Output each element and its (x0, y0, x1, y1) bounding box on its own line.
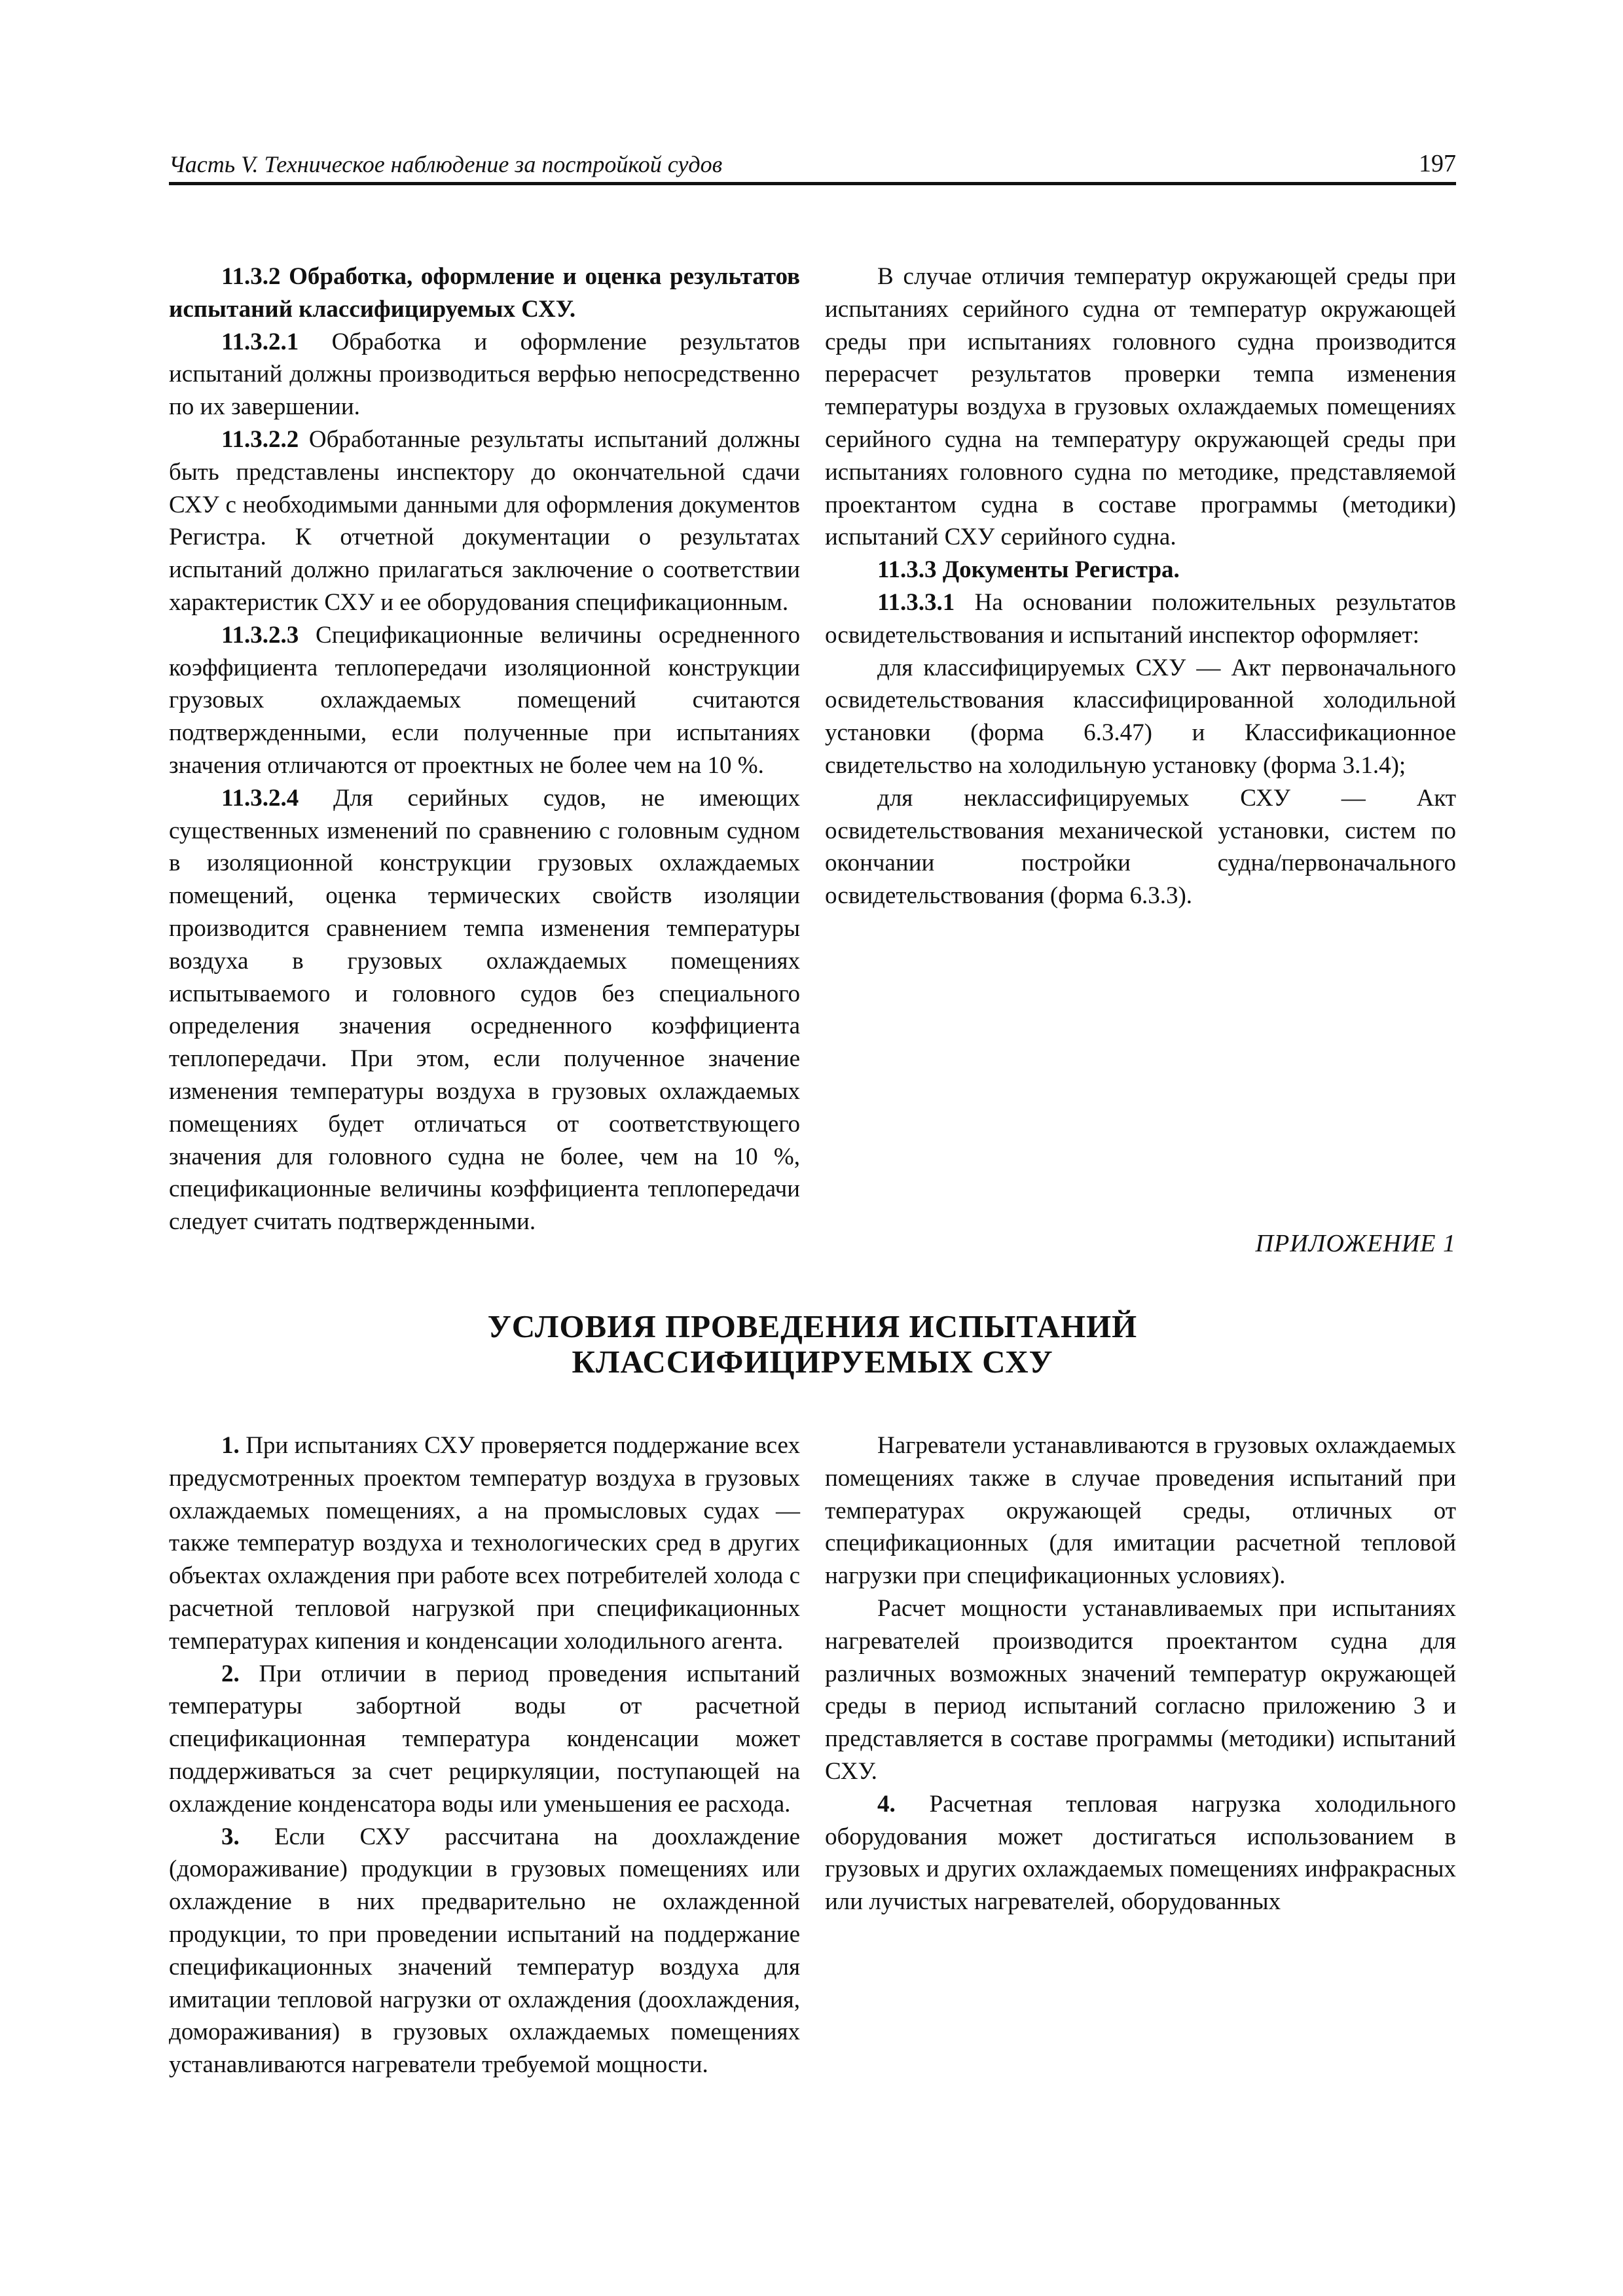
section-number: 11.3.2 (221, 263, 281, 290)
appendix-title (169, 1309, 1456, 1380)
paragraph-11-3-2-4 (169, 782, 800, 1238)
clause-text: Обработанные результаты испытаний должны быть представлены инспектору до окончательной сдачи СХУ с необходимыми данными для оформления документов Регистра. К отчетной документации о результатах испытаний должно прилагаться заключение о соответствии характеристик СХУ и ее оборудования спецификационным. (169, 425, 800, 616)
item-text: При испытаниях СХУ проверяется поддержание всех предусмотренных проектом температур воздуха в грузовых охлаждаемых помещениях, а на промысловых судах — также температур воздуха и технологических сред в других объектах охлаждения при работе всех потребителей холода с расчетной тепловой нагрузкой при спецификационных температурах кипения и конденсации холодильного агента. (169, 1432, 800, 1655)
appendix-paragraph-3b: Нагреватели устанавливаются в грузовых охлаждаемых помещениях также в случае проведения испытаний при температурах окружающей среды, отличных от спецификационных (для имитации расчетной тепловой нагрузки при спецификационных условиях). (825, 1432, 1456, 1590)
section-heading-11-3-3 (825, 554, 1456, 586)
lower-right-column (825, 1429, 1456, 1918)
paragraph-11-3-2-2 (169, 423, 800, 619)
appendix-paragraph-4 (825, 1788, 1456, 1918)
clause-text: Обработка и оформление результатов испытаний должны производиться верфью непосредственно по их завершении. (169, 328, 800, 421)
clause-number: 11.3.2.4 (221, 784, 299, 812)
list-item-unclassified: для неклассифицируемых СХУ — Акт освидетельствования механической установки, систем по окончании постройки судна/первоначального освидетельствования (форма 6.3.3). (825, 784, 1456, 910)
item-text: Расчетная тепловая нагрузка холодильного оборудования может достигаться использованием в грузовых и других охлаждаемых помещениях инфракрасных или лучистых нагревателей, оборудованных (825, 1790, 1457, 1916)
appendix-paragraph-1 (169, 1429, 800, 1658)
upper-right-column (825, 260, 1456, 912)
section-number: 11.3.3 (877, 556, 937, 584)
appendix-label: ПРИЛОЖЕНИЕ 1 (1255, 1230, 1456, 1257)
section-title: Документы Регистра. (942, 556, 1180, 584)
list-item-classified: для классифицируемых СХУ — Акт первоначального освидетельствования классифицированной холодильной установки (форма 6.3.47) и Классификационное свидетельство на холодильную установку (форма 3.1.4); (825, 654, 1456, 779)
running-title: Часть V. Техническое наблюдение за постройкой судов (169, 151, 723, 177)
item-number: 4. (877, 1790, 896, 1818)
clause-text: Для серийных судов, не имеющих существенных изменений по сравнению с головным судном в изоляционной конструкции грузовых охлаждаемых помещений, оценка термических свойств изоляции производится сравнением темпа изменения температуры воздуха в грузовых охлаждаемых помещениях испытываемого и головного судов без специального определения значения осредненного коэффициента теплопередачи. При этом, если полученное значение изменения температуры воздуха в грузовых охлаждаемых помещениях будет отличаться от соответствующего значения для головного судна не более, чем на 10 %, спецификационные величины коэффициента теплопередачи следует считать подтвержденными. (169, 784, 800, 1236)
appendix-title-line-2: КЛАССИФИЦИРУЕМЫХ СХУ (572, 1344, 1053, 1380)
page-header (169, 143, 1456, 185)
clause-text: Спецификационные величины осредненного коэффициента теплопередачи изоляционной конструкции грузовых охлаждаемых помещений считаются подтвержденными, если полученные при испытаниях значения отличаются от проектных не более чем на 10 %. (169, 621, 800, 779)
paragraph-11-3-2-5: В случае отличия температур окружающей среды при испытаниях серийного судна от температур окружающей среды при испытаниях головного судна производится перерасчет результатов проверки темпа изменения температуры воздуха в грузовых охлаждаемых помещениях серийного судна на температуру окружающей среды при испытаниях головного судна по методике, представляемой проектантом судна в составе программы (методики) испытаний СХУ серийного судна. (825, 263, 1456, 551)
appendix-title-line-1: УСЛОВИЯ ПРОВЕДЕНИЯ ИСПЫТАНИЙ (487, 1308, 1138, 1344)
clause-number: 11.3.2.2 (221, 425, 299, 453)
clause-number: 11.3.3.1 (877, 588, 955, 616)
clause-number: 11.3.2.3 (221, 621, 299, 649)
item-text: При отличии в период проведения испытаний температуры забортной воды от расчетной спецификационная температура конденсации может поддерживаться за счет рециркуляции, поступающей на охлаждение конденсатора воды или уменьшения ее расхода. (169, 1660, 801, 1818)
lower-left-column (169, 1429, 800, 2081)
clause-text: На основании положительных результатов освидетельствования и испытаний инспектор оформляет: (825, 588, 1456, 649)
paragraph-11-3-3-1 (825, 586, 1456, 652)
item-text: Если СХУ рассчитана на доохлаждение (домораживание) продукции в грузовых помещениях или охлаждение в них предварительно не охлажденной продукции, то при проведении испытаний на поддержание спецификационных значений температур воздуха для имитации тепловой нагрузки от охлаждения (доохлаждения, домораживания) в грузовых охлаждаемых помещениях устанавливаются нагреватели требуемой мощности. (169, 1823, 801, 2079)
item-number: 1. (221, 1432, 240, 1459)
appendix-paragraph-3 (169, 1821, 800, 2081)
clause-number: 11.3.2.1 (221, 328, 299, 355)
page-number: 197 (1419, 150, 1456, 177)
section-title: Обработка, оформление и оценка результатов испытаний классифицируемых СХУ. (169, 263, 800, 323)
appendix-paragraph-3c: Расчет мощности устанавливаемых при испытаниях нагревателей производится проектантом судна для различных возможных значений температур окружающей среды в период испытаний согласно приложению 3 и представляется в составе программы (методики) испытаний СХУ. (825, 1594, 1456, 1785)
upper-left-column (169, 260, 800, 1238)
appendix-paragraph-2 (169, 1658, 800, 1821)
paragraph-11-3-2-3 (169, 619, 800, 782)
paragraph-11-3-2-1 (169, 326, 800, 423)
section-heading-11-3-2 (169, 260, 800, 326)
item-number: 2. (221, 1660, 240, 1687)
item-number: 3. (221, 1823, 240, 1850)
